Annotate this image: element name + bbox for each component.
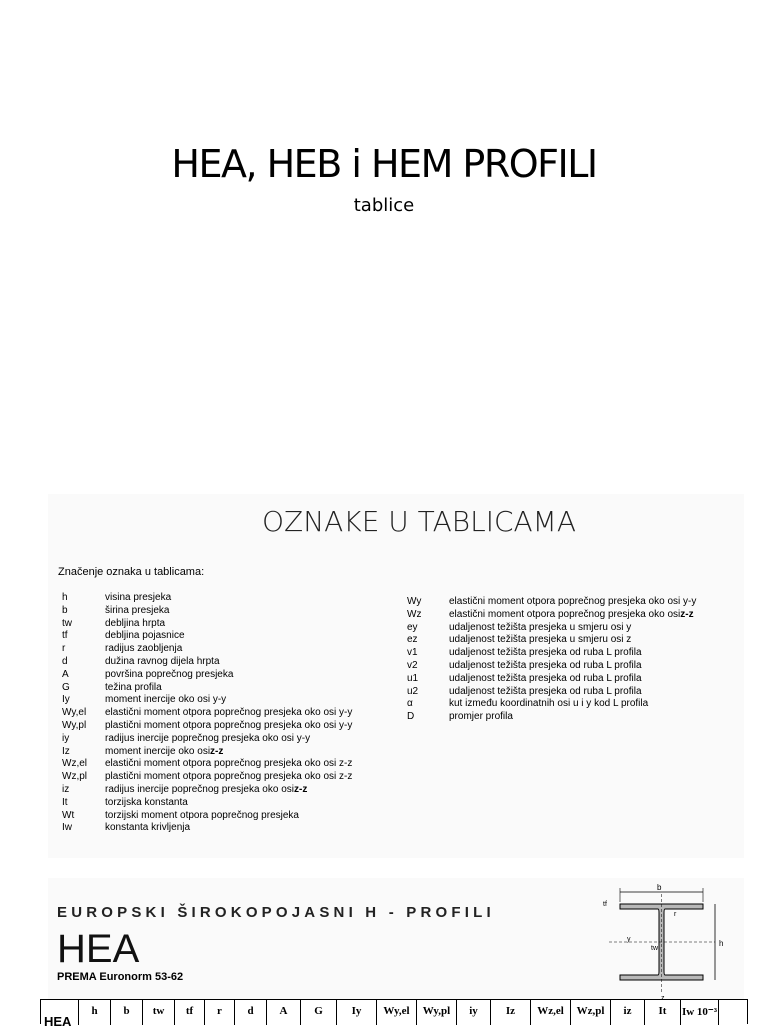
legend-symbol: u2	[407, 685, 419, 697]
legend-description: elastični moment otpora poprečnog presjeka oko osi y-y	[449, 596, 697, 607]
legend-item	[407, 609, 696, 622]
legend-description: udaljenost težišta presjeka od ruba L profila	[449, 672, 642, 684]
legend-description: konstanta krivljenja	[105, 822, 191, 834]
label-r: r	[674, 911, 677, 918]
table-header-cell: A	[267, 1000, 301, 1025]
legend-description: radijus inercije poprečnog presjeka oko osi y-y	[105, 732, 311, 744]
legend-left-column	[62, 592, 352, 835]
table-header-cell: d	[235, 1000, 267, 1025]
legend-description: torzijska konstanta	[105, 796, 188, 808]
legend-axis-bold: z-z	[680, 608, 694, 620]
legend-symbol: Iz	[62, 745, 70, 757]
legend-symbol: tw	[62, 617, 72, 629]
table-header-cell: Iy	[337, 1000, 377, 1025]
legend-description: udaljenost težišta presjeka u smjeru osi z	[449, 634, 632, 646]
table-header-cell: r	[205, 1000, 235, 1025]
legend-symbol: D	[407, 711, 415, 723]
legend-item	[407, 634, 696, 647]
legend-description: radijus zaobljenja	[105, 643, 183, 655]
legend-item	[407, 686, 696, 699]
legend-description: udaljenost težišta presjeka od ruba L profila	[449, 659, 642, 671]
table-header-cell: tf	[175, 1000, 205, 1025]
table-header-cell: b	[111, 1000, 143, 1025]
legend-item	[62, 605, 352, 618]
legend-symbol: Wy	[407, 596, 422, 607]
legend-description: promjer profila	[449, 711, 513, 723]
legend-item	[407, 647, 696, 660]
legend-item	[62, 592, 352, 605]
legend-description: visina presjeka	[105, 592, 172, 603]
legend-description: udaljenost težišta presjeka od ruba L profila	[449, 685, 642, 697]
table-header-cell: h	[79, 1000, 111, 1025]
legend-description: težina profila	[105, 681, 162, 693]
legend-description: plastični moment otpora poprečnog presjeka oko osi z-z	[105, 771, 353, 783]
table-header-cell: It	[645, 1000, 681, 1025]
label-tf: tf	[603, 901, 607, 908]
table-header-cell: Wy,el	[377, 1000, 417, 1025]
legend-item	[62, 771, 352, 784]
profile-name: HEA	[57, 927, 140, 971]
table-header-cell: Wz,pl	[571, 1000, 611, 1025]
legend-item	[407, 698, 696, 711]
label-h: h	[719, 939, 724, 948]
legend-item	[62, 707, 352, 720]
legend-right-column	[407, 596, 696, 724]
legend-item	[407, 596, 696, 609]
table-header-cell: Iz	[491, 1000, 531, 1025]
table-header-cell: Wz,el	[531, 1000, 571, 1025]
legend-description: elastični moment otpora poprečnog presjeka oko osi y-y	[105, 707, 353, 719]
legend-description: torzijski moment otpora poprečnog presjeka	[105, 809, 299, 821]
legend-item	[62, 758, 352, 771]
label-b: b	[657, 883, 662, 892]
legend-symbol: Wz,pl	[62, 771, 87, 783]
legend-symbol: Wz	[407, 608, 422, 620]
legend-description: udaljenost težišta presjeka od ruba L profila	[449, 647, 642, 659]
label-y: y	[627, 936, 631, 943]
table-header-cell: G	[301, 1000, 337, 1025]
legend-symbol: Iw	[62, 822, 72, 834]
legend-symbol: Wt	[62, 809, 75, 821]
legend-description: radijus inercije poprečnog presjeka oko osi	[105, 783, 294, 795]
legend-symbol: α	[407, 698, 413, 710]
legend-description: elastični moment otpora poprečnog presjeka oko osi	[449, 608, 681, 620]
legend-symbol: Wy,el	[62, 707, 87, 719]
legend-item	[62, 720, 352, 733]
legend-item	[62, 733, 352, 746]
legend-symbol: iz	[62, 783, 70, 795]
legend-item	[407, 711, 696, 724]
legend-item	[407, 673, 696, 686]
table-header-cell: iz	[611, 1000, 645, 1025]
page-title: HEA, HEB i HEM PROFILI	[171, 142, 597, 186]
legend-symbol: ez	[407, 634, 418, 646]
legend-item	[62, 656, 352, 669]
legend-symbol: v1	[407, 647, 418, 659]
legend-symbol: r	[62, 643, 66, 655]
table-header-cell: HEA	[41, 1000, 79, 1025]
legend-description: debljina pojasnice	[105, 630, 185, 642]
legend-axis-bold: z-z	[210, 745, 224, 757]
hea-table-header	[40, 999, 748, 1029]
legend-symbol: h	[62, 592, 68, 603]
legend-item	[62, 797, 352, 810]
legend-heading: Značenje oznaka u tablicama:	[58, 566, 205, 578]
legend-description: širina presjeka	[105, 604, 170, 616]
legend-description: debljina hrpta	[105, 617, 166, 629]
legend-symbol: u1	[407, 672, 419, 684]
table-header-cell: Iw 10⁻³	[681, 1000, 719, 1025]
legend-description: udaljenost težišta presjeka u smjeru osi y	[449, 621, 632, 633]
legend-item	[407, 660, 696, 673]
legend-description: površina poprečnog presjeka	[105, 668, 234, 680]
legend-description: dužina ravnog dijela hrpta	[105, 655, 220, 667]
table-header-cell: tw	[143, 1000, 175, 1025]
legend-description: moment inercije oko osi	[105, 745, 211, 757]
norm-reference: PREMA Euronorm 53-62	[57, 971, 184, 983]
label-tw: tw	[651, 945, 658, 952]
legend-description: plastični moment otpora poprečnog presjeka oko osi y-y	[105, 719, 353, 731]
legend-symbol: A	[62, 668, 69, 680]
legend-symbol: v2	[407, 659, 418, 671]
legend-item	[62, 822, 352, 835]
legend-symbol: Wy,pl	[62, 719, 87, 731]
legend-item	[62, 746, 352, 759]
legend-symbol: Wz,el	[62, 758, 87, 770]
legend-description: moment inercije oko osi y-y	[105, 694, 227, 706]
legend-symbol: tf	[62, 630, 68, 642]
legend-description: elastični moment otpora poprečnog presjeka oko osi z-z	[105, 758, 353, 770]
legend-item	[62, 694, 352, 707]
legend-symbol: b	[62, 604, 68, 616]
legend-symbol: d	[62, 655, 68, 667]
legend-symbol: It	[62, 796, 68, 808]
legend-item	[62, 630, 352, 643]
i-beam-diagram	[595, 880, 735, 1002]
hea-slide-heading: EUROPSKI ŠIROKOPOJASNI H - PROFILI	[57, 904, 495, 921]
legend-symbol: ey	[407, 621, 418, 633]
legend-item	[62, 618, 352, 631]
page-subtitle: tablice	[353, 195, 415, 216]
legend-item	[62, 810, 352, 823]
legend-symbol: Iy	[62, 694, 70, 706]
legend-symbol: iy	[62, 732, 70, 744]
legend-item	[62, 784, 352, 797]
legend-item	[407, 622, 696, 635]
legend-description: kut između koordinatnih osi u i y kod L profila	[449, 698, 649, 710]
legend-slide-title: OZNAKE U TABLICAMA	[262, 505, 576, 538]
legend-item	[62, 669, 352, 682]
legend-axis-bold: z-z	[294, 783, 308, 795]
legend-item	[62, 643, 352, 656]
legend-symbol: G	[62, 681, 70, 693]
legend-item	[62, 682, 352, 695]
table-header-cell: Wy,pl	[417, 1000, 457, 1025]
table-header-cell: iy	[457, 1000, 491, 1025]
